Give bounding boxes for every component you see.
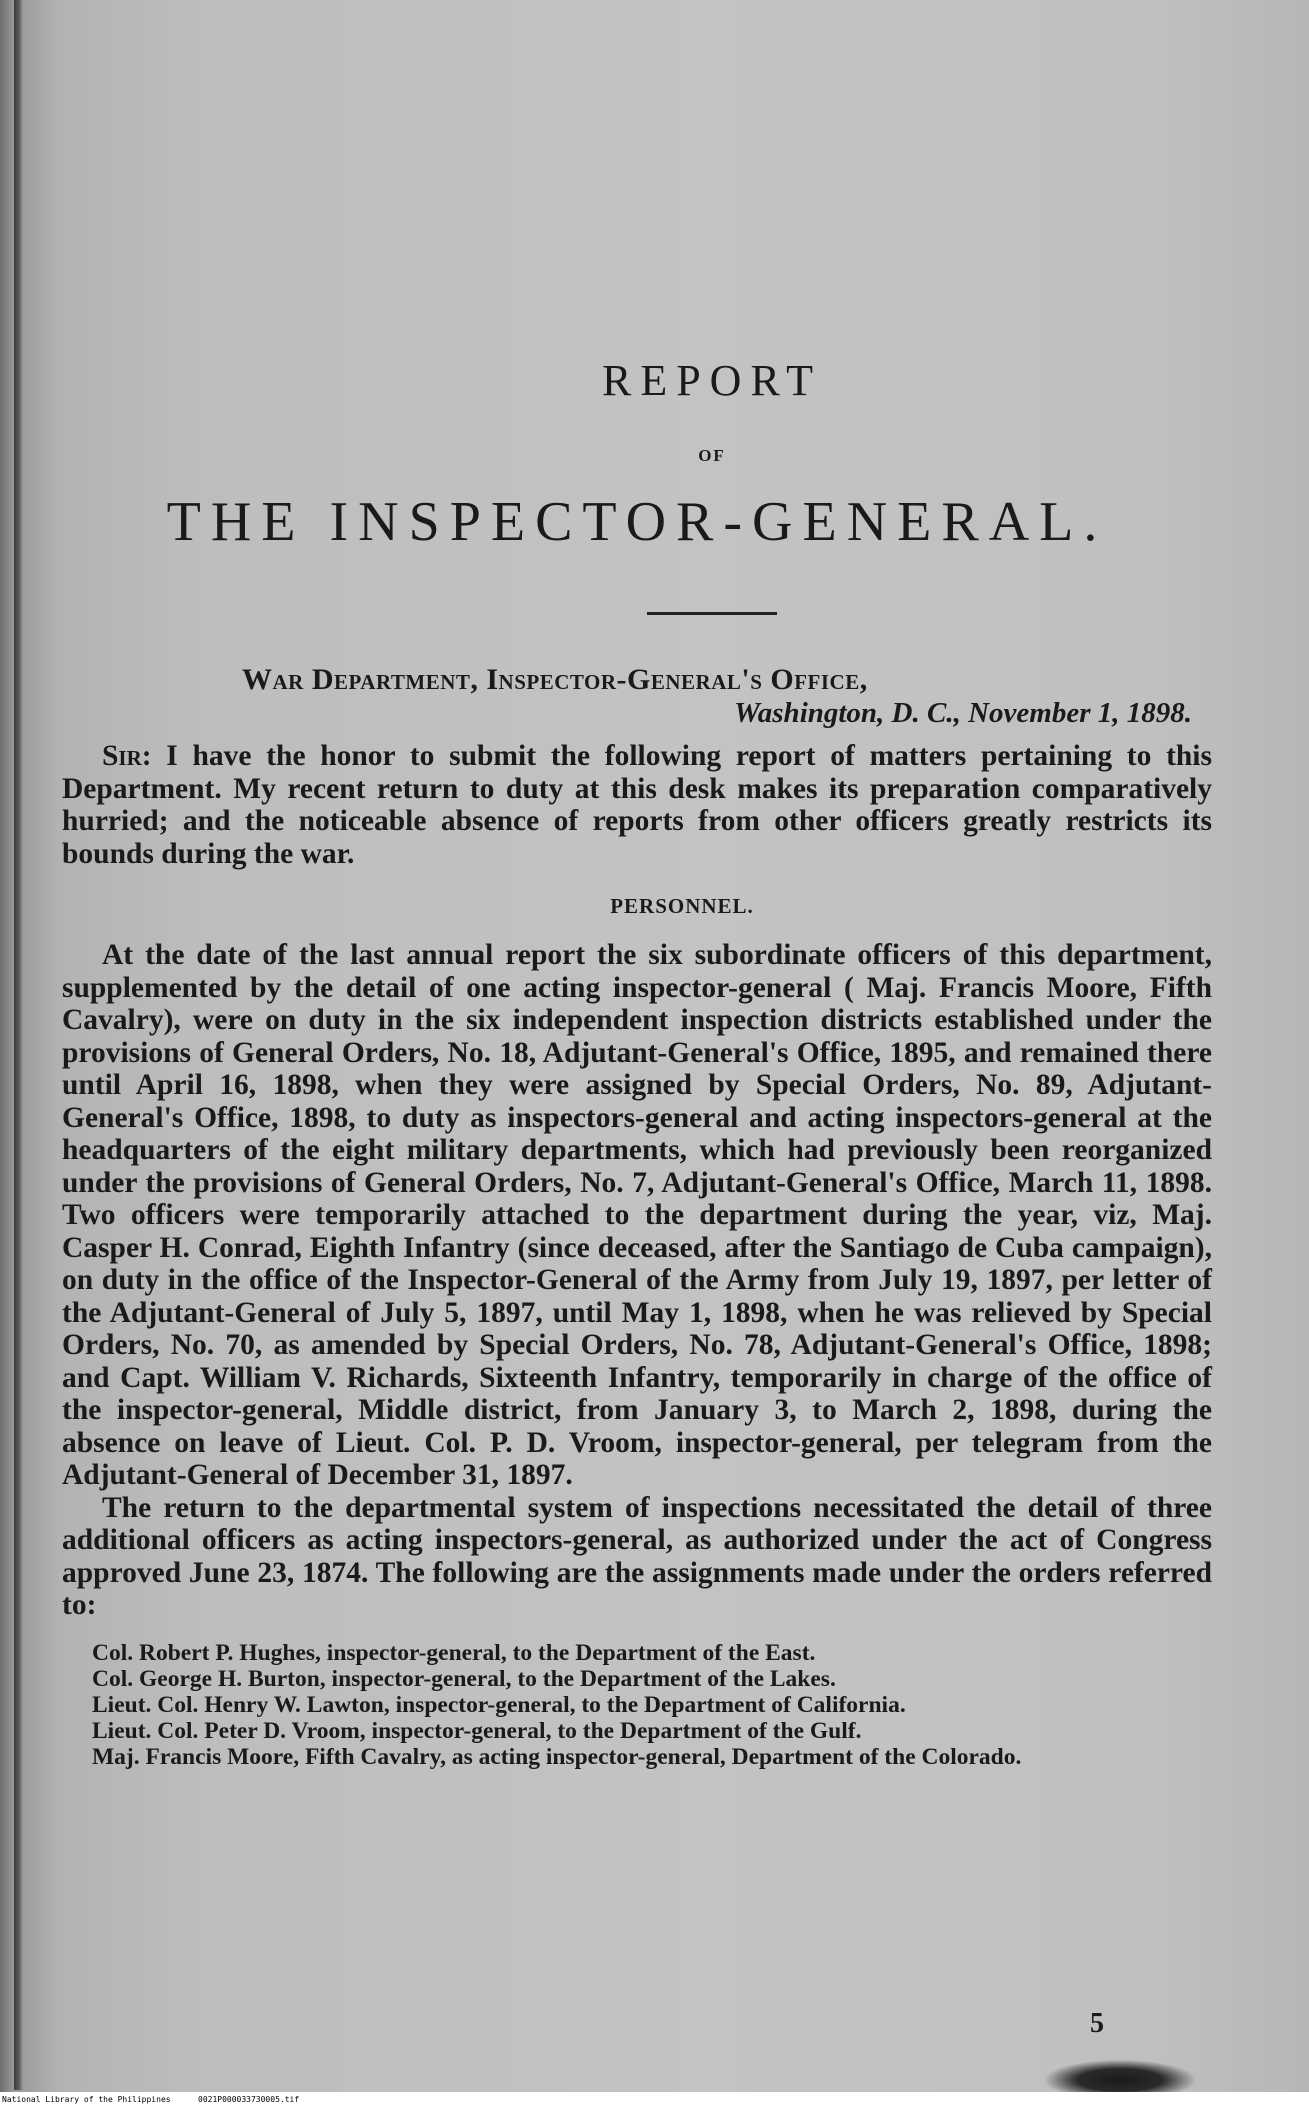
assignment-item: Lieut. Col. Henry W. Lawton, inspector-general, to the Department of California. — [92, 1691, 906, 1718]
section-title: PERSONNEL. — [610, 894, 754, 918]
footer-file: 0021P000033730005.tif — [198, 2095, 300, 2104]
assignment-item: Lieut. Col. Peter D. Vroom, inspector-general, to the Department of the Gulf. — [92, 1717, 862, 1744]
salutation: Sir: — [102, 740, 152, 772]
paragraph-personnel-1: At the date of the last annual report the six subordinate officers of this department, supplemented by the detail of one acting inspector-general ( Maj. Francis Moore, Fifth Cavalry), were on duty in the six independent inspection districts established under the provisions of General Orders, No. 18, Adjutant-General's Office, 1895, and remained there until April 16, 1898, when they were assigned by Special Orders, No. 89, Adjutant-General's Office, 1898, to duty as inspectors-general and acting inspectors-general at the headquarters of the eight military departments, which had previously been reorganized under the provisions of General Orders, No. 7, Adjutant-General's Office, March 11, 1898. Two officers were temporarily attached to the department during the year, viz, Maj. Casper H. Conrad, Eighth Infantry (since deceased, after the Santiago de Cuba campaign), on duty in the office of the Inspector-General of the Army from July 19, 1897, per letter of the Adjutant-General of July 5, 1897, until May 1, 1898, when he was relieved by Special Orders, No. 70, as amended by Special Orders, No. 78, Adjutant-General's Office, 1898; and Capt. William V. Richards, Sixteenth Infantry, temporarily in charge of the office of the inspector-general, Middle district, from January 3, to March 2, 1898, during the absence on leave of Lieut. Col. P. D. Vroom, inspector-general, per telegram from the Adjutant-General of December 31, 1897. — [62, 939, 1212, 1491]
title-rule — [647, 612, 777, 615]
document-page — [62, 355, 1212, 1770]
title-report: REPORT — [601, 356, 823, 405]
title-main: THE INSPECTOR-GENERAL. — [166, 491, 1108, 553]
assignment-item: Col. George H. Burton, inspector-general, to the Department of the Lakes. — [92, 1665, 836, 1692]
paragraph-personnel-2: The return to the departmental system of inspections necessitated the detail of three additional officers as acting inspectors-general, as authorized under the act of Congress approved June 23, 1874. The following are the assignments made under the orders referred to: — [62, 1491, 1212, 1621]
scan-footer — [0, 2092, 1309, 2108]
title-of: OF — [698, 446, 726, 465]
intro-text: I have the honor to submit the following report of matters pertaining to this Department. My recent return to duty at this desk makes its preparation comparatively hurried; and the noticeable absence of reports from other officers greatly restricts its bounds during the war. — [62, 740, 1212, 870]
binding-edge — [0, 0, 14, 2108]
assignment-list — [62, 1640, 1212, 1770]
footer-library: National Library of the Philippines — [2, 2095, 171, 2104]
assignment-item: Col. Robert P. Hughes, inspector-general, to the Department of the East. — [92, 1639, 816, 1666]
page-number: 5 — [1090, 2008, 1104, 2039]
intro-paragraph — [62, 740, 1212, 870]
office-heading: War Department, Inspector-General's Office, — [242, 663, 868, 696]
date-line: Washington, D. C., November 1, 1898. — [734, 697, 1192, 729]
assignment-item: Maj. Francis Moore, Fifth Cavalry, as acting inspector-general, Department of the Colorado. — [92, 1743, 1022, 1770]
binding-line — [14, 0, 23, 2090]
